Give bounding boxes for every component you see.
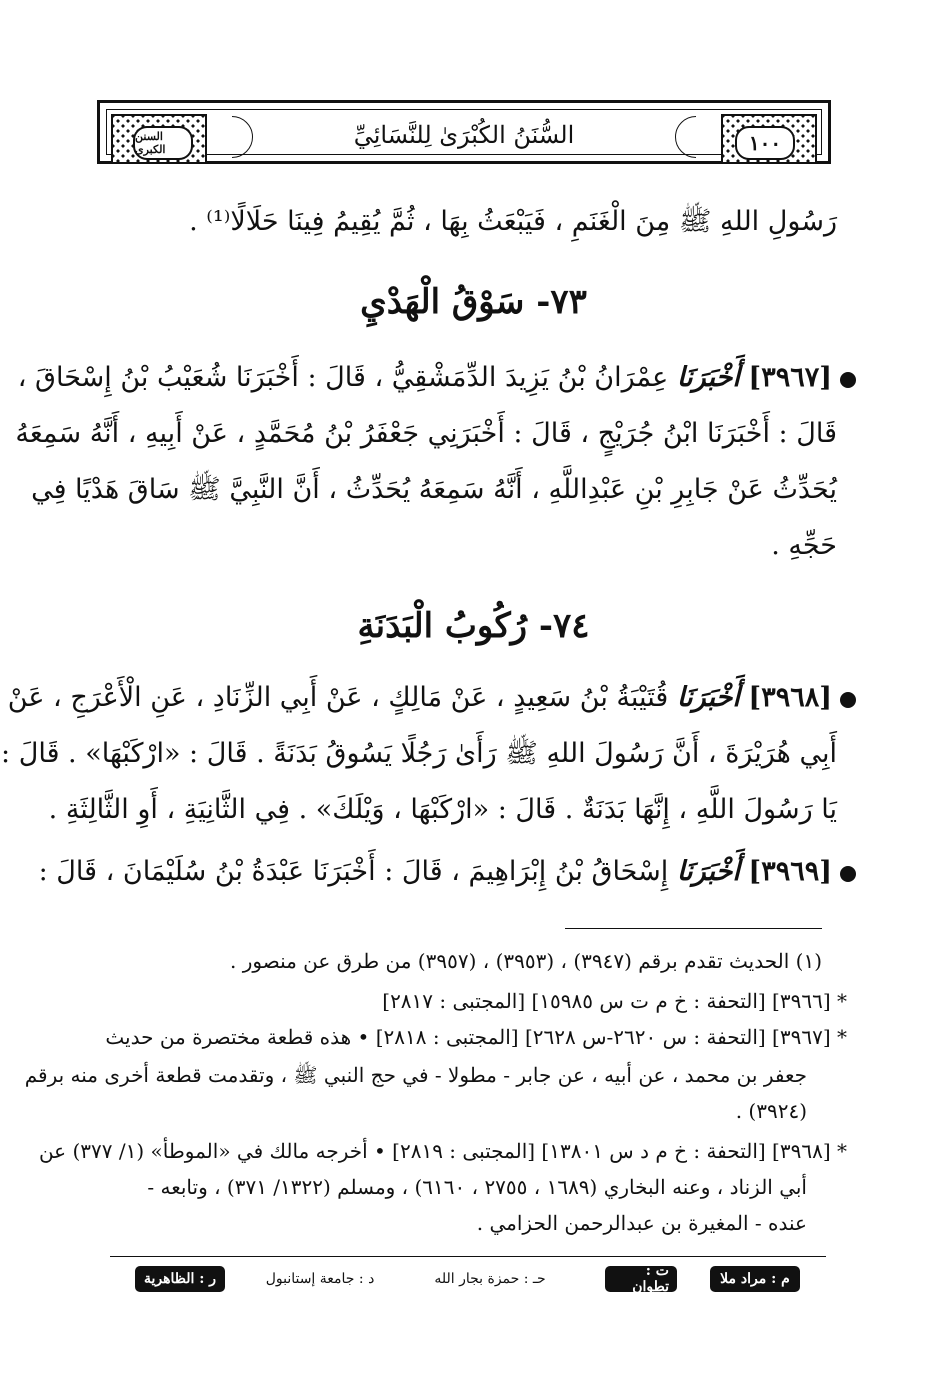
akhbarana-label: أَخْبَرَنَا — [676, 362, 740, 393]
hadith-bullet — [840, 372, 856, 388]
header-title: السُّنَنُ الكُبْرَىٰ لِلنَّسَائِيِّ — [353, 121, 575, 149]
footnote-3966: * [٣٩٦٦] [التحفة : خ م ت س ١٥٩٨٥] [المجتبى : ٢٨١٧] — [382, 989, 847, 1013]
page-header — [97, 100, 831, 164]
akhbarana-label: أَخْبَرَنَا — [676, 856, 740, 887]
hadith-3968-line-2: أَبِي هُرَيْرَةَ ، أَنَّ رَسُولَ اللهِ ﷺ رَأَىٰ رَجُلًا يَسُوقُ بَدَنَةً . قَالَ : «ارْكَبْهَا» . قَالَ : — [1, 738, 837, 769]
akhbarana-label: أَخْبَرَنَا — [676, 682, 740, 713]
hadith-3967-line-2: قَالَ : أَخْبَرَنَا ابْنُ جُرَيْجٍ ، قَالَ : أَخْبَرَنِي جَعْفَرُ بْنُ مُحَمَّدٍ ، عَنْ أَبِيهِ ، أَنَّهُ سَمِعَهُ — [15, 418, 837, 449]
hadith-text: عِمْرَانُ بْنُ يَزِيدَ الدِّمَشْقِيُّ ، قَالَ : أَخْبَرَنَا شُعَيْبُ بْنُ إِسْحَاقَ ، — [17, 362, 669, 393]
section-title: ٧٣- سَوْقُ الْهَدْيِ — [360, 282, 587, 322]
section-title: ٧٤- رُكُوبُ الْبَدَنَةِ — [357, 606, 590, 646]
hadith-bullet — [840, 692, 856, 708]
footnote-1: (١) الحديث تقدم برقم (٣٩٤٧) ، (٣٩٥٣) ، (٣٩٥٧) من طرق عن منصور . — [230, 949, 822, 973]
footnote-3967-line-1: * [٣٩٦٧] [التحفة : س ٢٦٢٠-س ٢٦٢٨] [المجتبى : ٢٨١٨] • هذه قطعة مختصرة من حديث — [105, 1025, 847, 1049]
hadith-text: قُتَيْبَةُ بْنُ سَعِيدٍ ، عَنْ مَالِكٍ ، عَنْ أَبِي الزِّنَادِ ، عَنِ الْأَعْرَجِ ، عَنْ — [7, 682, 669, 713]
manuscript-m-badge: م : مراد ملا — [710, 1266, 800, 1292]
hadith-3969-line-1 — [38, 850, 832, 894]
hadith-3968-line-1 — [7, 676, 832, 720]
ornament-left — [111, 114, 207, 164]
hadith-3967-line-4: حَجِّهِ . — [771, 530, 837, 561]
ornament-right — [721, 114, 817, 164]
hadith-text: إِسْحَاقُ بْنُ إِبْرَاهِيمَ ، قَالَ : أَخْبَرَنَا عَبْدَةُ بْنُ سُلَيْمَانَ ، قَالَ : — [38, 856, 669, 887]
hadith-number: [٣٩٦٩] — [748, 856, 832, 887]
footnote-3968-line-1: * [٣٩٦٨] [التحفة : خ م د س ١٣٨٠١] [المجتبى : ٢٨١٩] • أخرجه مالك في «الموطأ» (١/ ٣٧٧) عن — [38, 1139, 847, 1163]
book-logo: السنن الكبرى — [133, 126, 193, 160]
hadith-number: [٣٩٦٨] — [748, 682, 832, 713]
header-frame — [106, 109, 822, 155]
footnote-3968-line-2: أبي الزناد ، وعنه البخاري (١٦٨٩ ، ٢٧٥٥ ، ٦١٦٠) ، ومسلم (١٣٢٢/ ٣٧١) ، وتابعه - — [147, 1175, 807, 1199]
manuscript-t-badge: ت : تطوان — [605, 1266, 677, 1292]
footnote-3968-line-3: عنده - المغيرة بن عبدالرحمن الحزامي . — [476, 1211, 807, 1235]
manuscript-h-label: حـ : حمزة بجار الله — [434, 1271, 546, 1287]
manuscript-r-badge: ر : الظاهرية — [135, 1266, 225, 1292]
manuscript-d-label: د : جامعة إستانبول — [265, 1271, 375, 1287]
hadith-bullet — [840, 866, 856, 882]
hadith-number: [٣٩٦٧] — [748, 362, 832, 393]
hadith-3967-line-1 — [17, 356, 832, 400]
hadith-3967-line-3: يُحَدِّثُ عَنْ جَابِرِ بْنِ عَبْدِاللَّهِ ، أَنَّهُ سَمِعَهُ يُحَدِّثُ ، أَنَّ النَّبِيَّ ﷺ سَاقَ هَدْيًا فِي — [31, 474, 837, 505]
hadith-3968-line-3: يَا رَسُولَ اللَّهِ ، إِنَّهَا بَدَنَةٌ . قَالَ : «ارْكَبْهَا ، وَيْلَكَ» . فِي الثَّانِيَةِ ، أَوِ الثَّالِثَةِ . — [48, 794, 837, 825]
page-number: ١٠٠ — [735, 126, 795, 160]
footnote-separator — [565, 928, 822, 929]
footnote-3967-line-2: جعفر بن محمد ، عن أبيه ، عن جابر - مطولا - في حج النبي ﷺ ، وتقدمت قطعة أخرى منه برقم — [24, 1063, 807, 1087]
text-line: رَسُولِ اللهِ ﷺ مِنَ الْغَنَمِ ، فَيَبْعَثُ بِهَا ، ثُمَّ يُقِيمُ فِينَا حَلَالًا⁽¹⁾ . — [189, 206, 837, 237]
footnote-3967-line-3: (٣٩٢٤) . — [735, 1099, 807, 1123]
bottom-separator — [110, 1256, 826, 1257]
